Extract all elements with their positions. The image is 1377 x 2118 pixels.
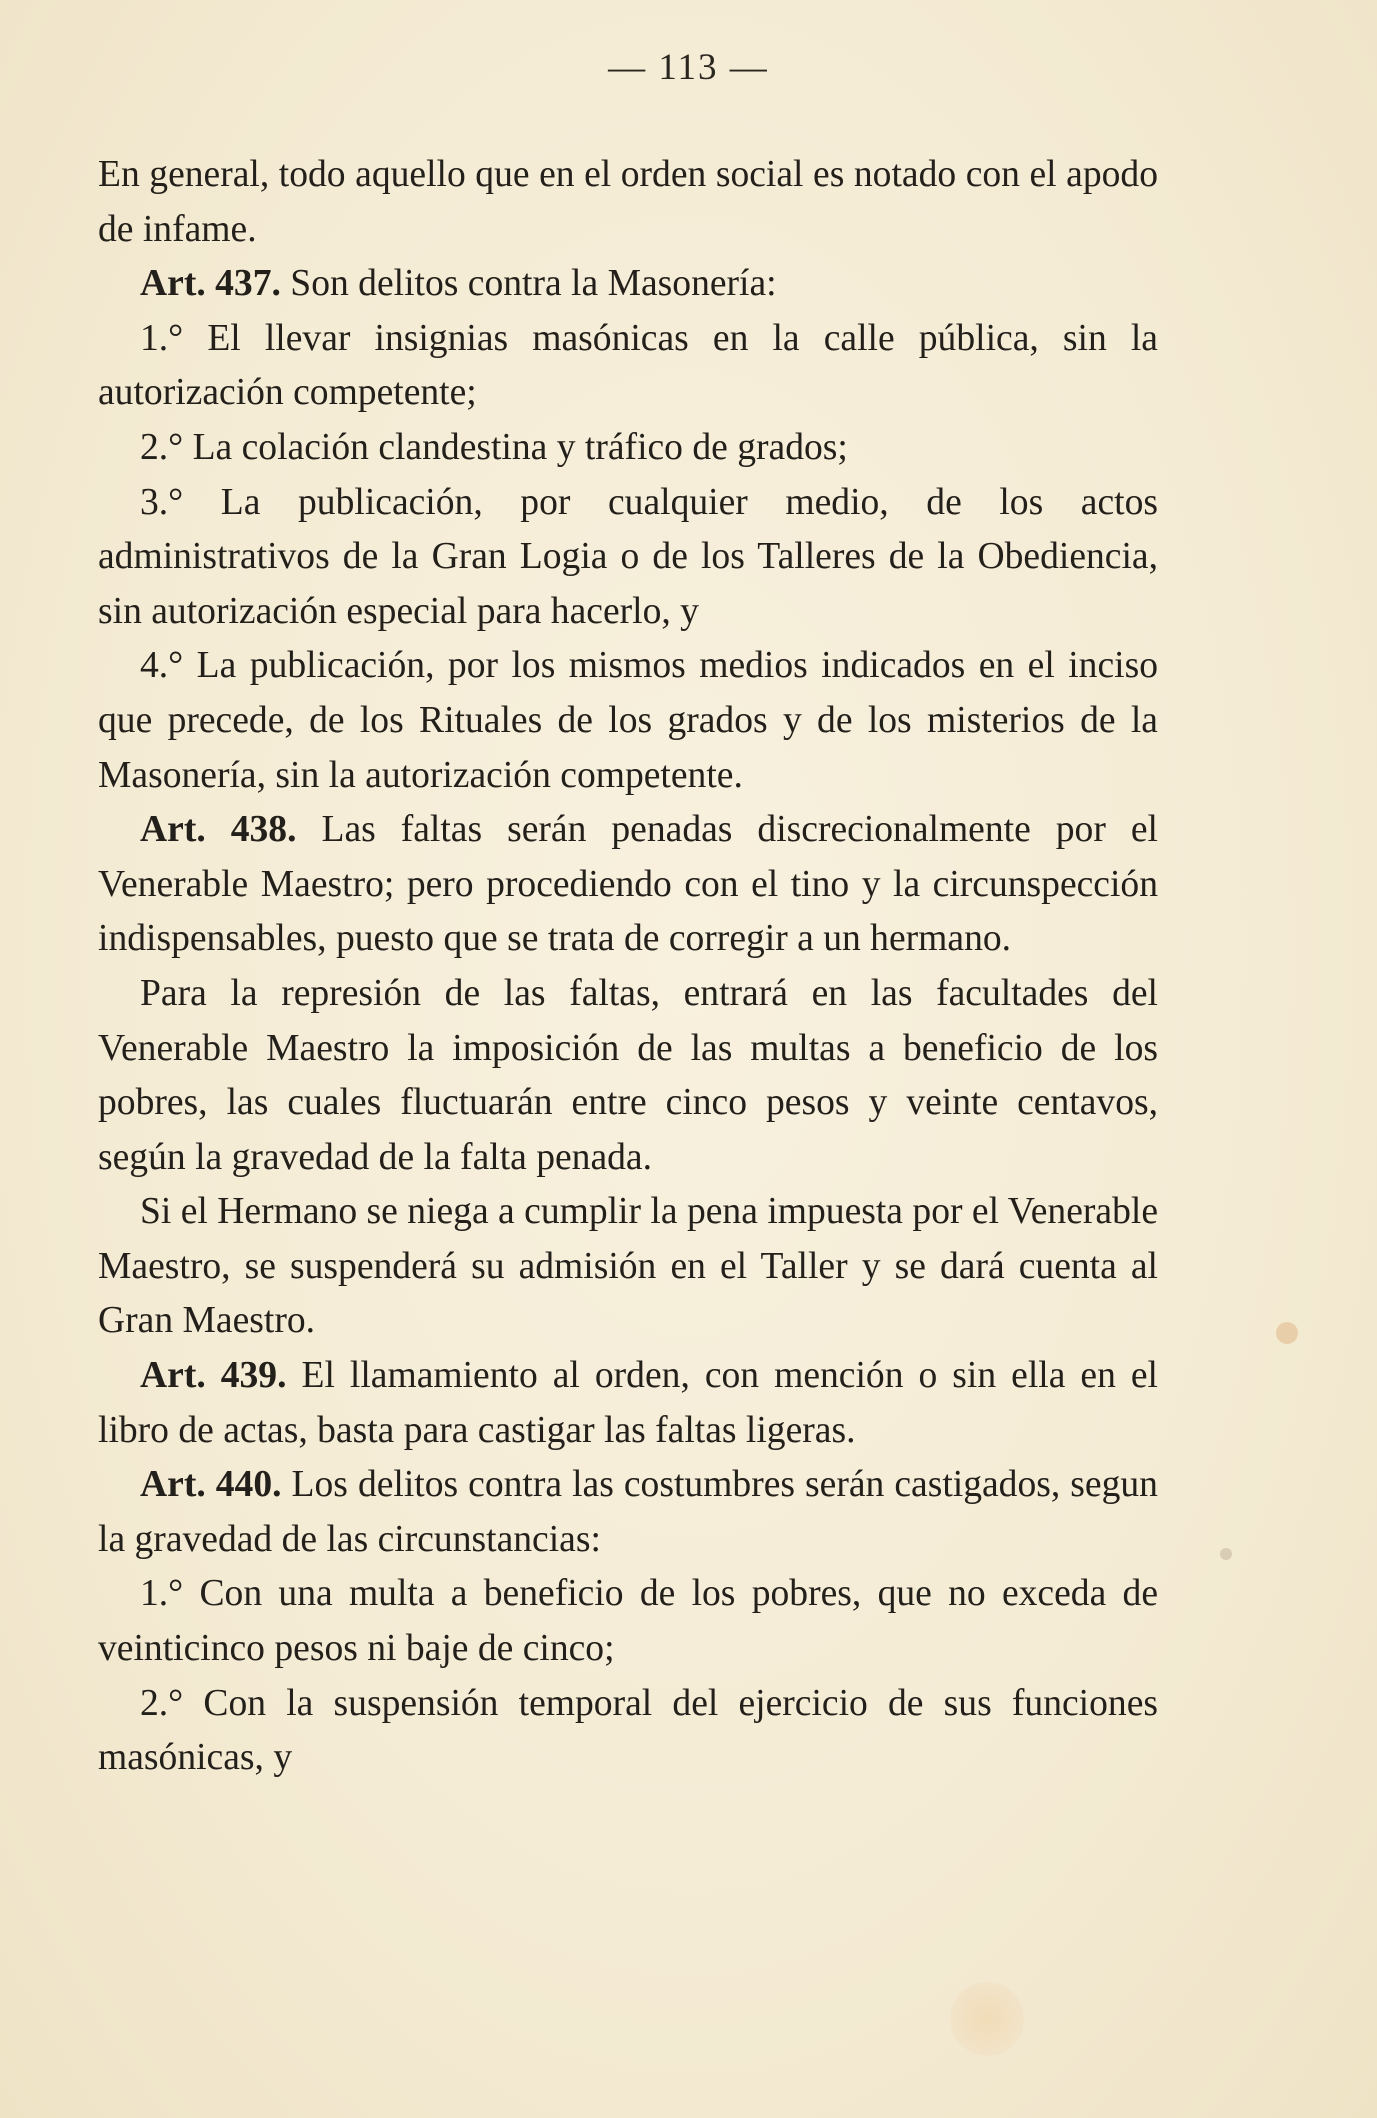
article-number: Art. 439. [140,1355,287,1397]
paragraph [98,1185,1158,1349]
paper-stain [1276,1322,1298,1344]
article-number: Art. 440. [140,1464,282,1506]
paragraph [98,421,1158,476]
paragraph [98,1567,1158,1676]
paragraph [98,1677,1158,1786]
paragraph-text: 3.° La publicación, por cualquier medio, de los actos administrativos de la Gran Logia o de los Talleres de la Obediencia, sin autorización especial para hacerlo, y [98,481,1158,632]
article-paragraph [98,257,1158,312]
article-paragraph [98,1458,1158,1567]
paper-speck [1220,1548,1232,1560]
article-paragraph [98,1349,1158,1458]
article-number: Art. 438. [140,809,297,851]
page-number: — 113 — [608,47,769,88]
paragraph-text: Si el Hermano se niega a cumplir la pena impuesta por el Venerable Maestro, se suspenderá su admisión en el Taller y se dará cuenta al Gran Maestro. [98,1191,1158,1342]
paragraph-text: Las faltas serán penadas discrecionalmente por el Venerable Maestro; pero procediendo con el tino y la circunspección indispensables, puesto que se trata de corregir a un hermano. [98,809,1158,960]
paragraph-text: Los delitos contra las costumbres serán castigados, segun la gravedad de las circunstancias: [98,1464,1158,1560]
paragraph-text: 2.° La colación clandestina y tráfico de grados; [140,426,848,468]
paragraph [98,148,1158,257]
paragraph [98,476,1158,640]
paragraph [98,639,1158,803]
article-paragraph [98,803,1158,967]
article-number: Art. 437. [140,263,281,305]
paper-stain [950,1982,1024,2056]
paragraph-text: 2.° Con la suspensión temporal del ejercicio de sus funciones masónicas, y [98,1682,1158,1779]
paragraph-text: Son delitos contra la Masonería: [290,263,777,305]
paragraph [98,967,1158,1185]
paragraph-text: 1.° El llevar insignias masónicas en la calle pública, sin la autorización competente; [98,317,1158,414]
body-text [98,148,1158,1786]
paragraph-text: Para la represión de las faltas, entrará en las facultades del Venerable Maestro la imposición de las multas a beneficio de los pobres, las cuales fluctuarán entre cinco pesos y veinte centavos, según la gravedad de la falta penada. [98,972,1158,1178]
paragraph-text: El llamamiento al orden, con mención o sin ella en el libro de actas, basta para castigar las faltas ligeras. [98,1355,1158,1451]
paragraph [98,312,1158,421]
paragraph-text: En general, todo aquello que en el orden social es notado con el apodo de infame. [98,154,1158,250]
paragraph-text: 4.° La publicación, por los mismos medios indicados en el inciso que precede, de los Rituales de los grados y de los misterios de la Masonería, sin la autorización competente. [98,645,1158,796]
paragraph-text: 1.° Con una multa a beneficio de los pobres, que no exceda de veinticinco pesos ni baje de cinco; [98,1573,1158,1670]
